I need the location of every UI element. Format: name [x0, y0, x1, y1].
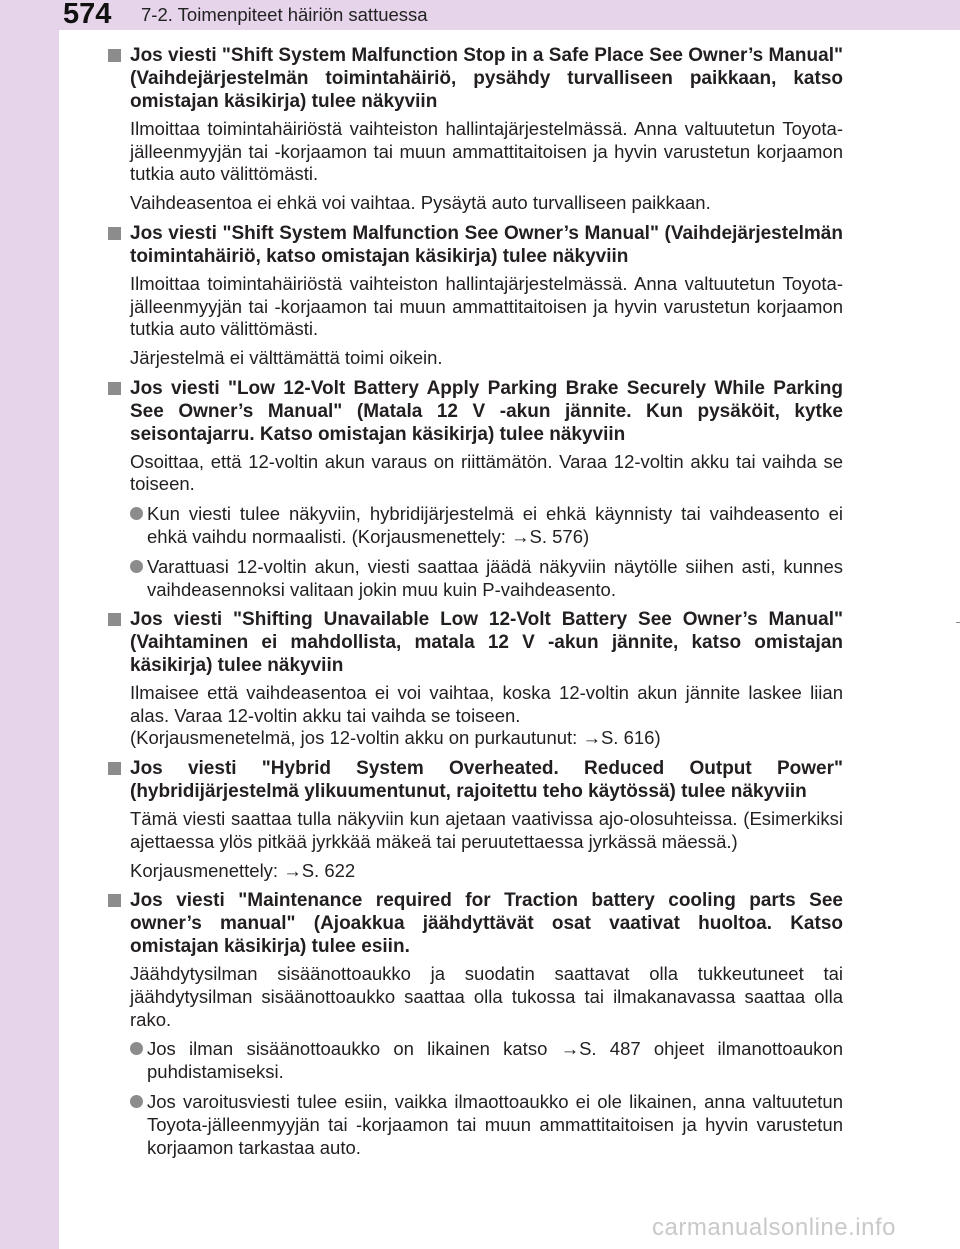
bullet-item	[107, 502, 843, 548]
section-heading-text: Jos viesti "Hybrid System Overheated. Reduced Output Power" (hybridijärjestelmä ylikuumentunut, rajoitettu teho käytössä) tulee näkyviin	[130, 758, 843, 803]
edge-tick-mark	[956, 622, 960, 623]
watermark: carmanualsonline.info	[652, 1214, 896, 1241]
body-paragraph: Jäähdytysilman sisäänottoaukko ja suodatin saattavat olla tukkeutuneet tai jäähdytysilman sisäänottoaukko saattaa olla tukossa tai ilmakanavassa saattaa olla rako.	[130, 963, 843, 1030]
section	[107, 377, 843, 601]
body-paragraph: Ilmoittaa toimintahäiriöstä vaihteiston hallintajärjestelmässä. Anna valtuutetun Toyota-jälleenmyyjän tai -korjaamon tai muun ammattitaitoisen ja hyvin varustetun korjaamon tutkia auto välittömästi.	[130, 272, 843, 340]
section-heading-text: Jos viesti "Low 12-Volt Battery Apply Parking Brake Securely While Parking See Owner’s Manual" (Matala 12 V -akun jännite. Kun pysäköit, kytke seisontajarru. Katso omistajan käsikirja) tulee näkyviin	[130, 377, 843, 445]
body-paragraph: Vaihdeasentoa ei ehkä voi vaihtaa. Pysäytä auto turvalliseen paikkaan.	[130, 192, 711, 214]
square-bullet-icon	[108, 762, 121, 775]
body-paragraph: Ilmoittaa toimintahäiriöstä vaihteiston hallintajärjestelmässä. Anna valtuutetun Toyota-jälleenmyyjän tai -korjaamon tai muun ammattitaitoisen ja hyvin varustetun korjaamon tutkia auto välittömästi.	[130, 118, 843, 185]
square-bullet-icon	[108, 49, 121, 62]
bullet-text: Varattuasi 12-voltin akun, viesti saattaa jäädä näkyviin näytölle siihen asti, kunnes vaihdeasennoksi valitaan jokin muu kuin P-vaihdeasento.	[147, 556, 843, 601]
section	[107, 757, 843, 882]
bullet-item	[107, 1037, 843, 1083]
body-paragraph: Järjestelmä ei välttämättä toimi oikein.	[130, 346, 443, 368]
bullet-text: Jos ilman sisäänottoaukko on likainen katso →S. 487 ohjeet ilmanottoaukon puhdistamiseksi.	[147, 1038, 843, 1083]
round-bullet-icon	[130, 560, 143, 573]
page-content	[107, 44, 843, 1166]
bullet-item	[107, 1090, 843, 1159]
section-heading-text: Jos viesti "Shifting Unavailable Low 12-Volt Battery See Owner’s Manual" (Vaihtaminen ei mahdollista, matala 12 V -akun jännite, katso omistajan käsikirja) tulee näkyviin	[130, 609, 843, 677]
round-bullet-icon	[130, 1095, 143, 1108]
section-heading-text: Jos viesti "Shift System Malfunction See Owner’s Manual" (Vaihdejärjestelmän toimintahäiriö, katso omistajan käsikirja) tulee näkyviin	[130, 222, 843, 267]
section-heading	[107, 377, 843, 446]
square-bullet-icon	[108, 227, 121, 240]
round-bullet-icon	[130, 1042, 143, 1055]
bullet-text: Kun viesti tulee näkyviin, hybridijärjestelmä ei ehkä käynnisty tai vaihdeasento ei ehkä vaihdu normaalisti. (Korjausmenettely: →S. 576)	[147, 503, 843, 548]
section	[107, 44, 843, 215]
section-heading-text: Jos viesti "Shift System Malfunction Stop in a Safe Place See Owner’s Manual" (Vaihdejärjestelmän toimintahäiriö, pysähdy turvalliseen paikkaan, katso omistajan käsikirja) tulee näkyviin	[130, 45, 843, 112]
body-paragraph: Tämä viesti saattaa tulla näkyviin kun ajetaan vaativissa ajo-olosuhteissa. (Esimerkiksi ajettaessa ylös pitkää jyrkkää mäkeä tai peruutettaessa jyrkässä mäessä.)	[130, 808, 843, 852]
section	[107, 222, 843, 370]
section-heading	[107, 222, 843, 268]
section-heading	[107, 757, 843, 803]
body-paragraph: Osoittaa, että 12-voltin akun varaus on riittämätön. Varaa 12-voltin akku tai vaihda se toiseen.	[130, 450, 843, 495]
left-margin-band	[0, 0, 59, 1249]
section-heading	[107, 44, 843, 113]
body-paragraph: Ilmaisee että vaihdeasentoa ei voi vaihtaa, koska 12-voltin akun jännite laskee liian alas. Varaa 12-voltin akku tai vaihda se toiseen. (Korjausmenetelmä, jos 12-voltin akku on purkautunut: →S. 616)	[130, 682, 843, 749]
section	[107, 608, 843, 750]
bullet-item	[107, 555, 843, 601]
round-bullet-icon	[130, 507, 143, 520]
square-bullet-icon	[108, 894, 121, 907]
square-bullet-icon	[108, 613, 121, 626]
section-heading-text: Jos viesti "Maintenance required for Traction battery cooling parts See owner’s manual" (Ajoakkua jäähdyttävät osat vaativat huoltoa. Katso omistajan käsikirja) tulee esiin.	[130, 890, 843, 958]
section-heading	[107, 608, 843, 677]
square-bullet-icon	[108, 382, 121, 395]
chapter-title: 7-2. Toimenpiteet häiriön sattuessa	[141, 4, 428, 25]
section-heading	[107, 889, 843, 958]
page-number: 574	[63, 0, 112, 30]
section	[107, 889, 843, 1159]
bullet-text: Jos varoitusviesti tulee esiin, vaikka ilmaottoaukko ei ole likainen, anna valtuutetun Toyota-jälleenmyyjän tai -korjaamon tai muun ammattitaitoisen ja hyvin varustetun korjaamon tarkastaa auto.	[147, 1091, 843, 1159]
body-paragraph: Korjausmenettely: →S. 622	[130, 859, 356, 881]
